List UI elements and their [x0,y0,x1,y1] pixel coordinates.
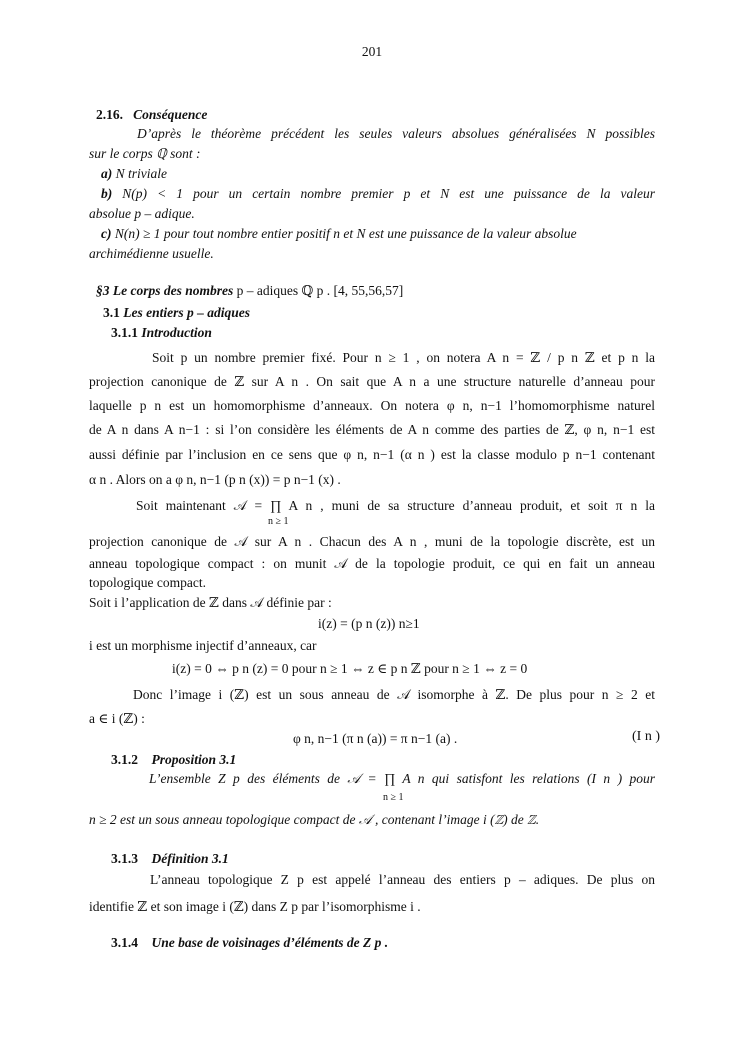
section-3-1-4-number: 3.1.4 [111,935,138,950]
intro-line-2: projection canonique de ℤ sur A n . On sait que A n a une structure naturelle d’anneau pour [89,374,655,389]
intro-line-3: laquelle p n est un homomorphisme d’anneaux. On notera φ n, n−1 l’homomorphisme naturel [89,398,655,413]
intro-line-13: Donc l’image i (ℤ) est un sous anneau de 𝒜 isomorphe à ℤ. De plus pour n ≥ 2 et [133,687,655,702]
section-3-1-3-title: Définition 3.1 [151,851,229,866]
item-c-label: c) [101,226,112,241]
item-b-text: N(p) < 1 pour un certain nombre premier p et N est une puissance de la valeur [112,186,655,201]
equation-injective: i(z) = 0 ⇔ p n (z) = 0 pour n ≥ 1 ⇔ z ∈ p n ℤ pour n ≥ 1 ⇔ z = 0 [172,661,528,676]
section-2-16-number: 2.16. [96,107,123,122]
section-2-16-title: Conséquence [133,107,208,122]
intro-line-1: Soit p un nombre premier fixé. Pour n ≥ 1 , on notera A n = ℤ / p n ℤ et p n la [152,350,655,365]
item-a-label: a) [101,166,113,181]
page-number: 201 [361,44,383,59]
intro-line-14: a ∈ i (ℤ) : [89,711,145,726]
intro-line-4: de A n dans A n−1 : si l’on considère les éléments de A n comme des parties de ℤ, φ n, n−1 est [89,422,655,437]
proposition-line-2: n ≥ 2 est un sous anneau topologique compact de 𝒜 , contenant l’image i (ℤ) de ℤ. [89,812,540,827]
section-3-1-1-title: Introduction [138,325,212,340]
section-2-16-line-2: sur le corps ℚ sont : [89,146,201,161]
section-3-title: §3 Le corps des nombres [96,283,234,298]
item-c-line-1 [101,226,655,242]
item-b-line-2: absolue p – adique. [89,206,195,221]
section-3-1-3-heading [111,851,677,867]
item-a [101,166,667,182]
item-b-label: b) [101,186,113,201]
equation-tag-In: (I n ) [632,729,660,744]
product-subscript: n ≥ 1 [268,516,289,527]
item-c-text: N(n) ≥ 1 pour tout nombre entier positif n et N est une puissance de la valeur absolue [111,226,577,241]
section-3-1-2-heading [111,752,677,768]
section-2-16-line-1: D’après le théorème précédent les seules valeurs absolues généralisées N possibles [137,126,655,141]
section-3-1-title: Les entiers p – adiques [119,305,250,320]
item-a-text: N triviale [112,166,167,181]
item-b-line-1 [101,186,655,202]
section-3-1-1-number: 3.1.1 [111,325,138,340]
section-3-1-1-heading [111,325,677,341]
intro-line-11: Soit i l’application de ℤ dans 𝒜 définie par : [89,595,332,610]
section-3-1-heading [103,305,669,321]
definition-line-2: identifie ℤ et son image i (ℤ) dans Z p par l’isomorphisme i . [89,899,421,914]
section-3-1-2-title: Proposition 3.1 [151,752,237,767]
section-3-rest: p – adiques ℚ p . [4, 55,56,57] [233,283,404,298]
intro-line-12: i est un morphisme injectif d’anneaux, car [89,638,317,653]
equation-phi-pi: φ n, n−1 (π n (a)) = π n−1 (a) . [293,731,458,746]
intro-line-7: Soit maintenant 𝒜 = ∏ A n , muni de sa structure d’anneau produit, et soit π n la [136,498,655,513]
intro-line-8: projection canonique de 𝒜 sur A n . Chacun des A n , muni de la topologie discrète, est un [89,534,655,549]
equation-i-of-z: i(z) = (p n (z)) n≥1 [318,616,420,631]
section-3-1-3-number: 3.1.3 [111,851,138,866]
section-3-1-2-number: 3.1.2 [111,752,138,767]
section-3-1-4-heading [111,935,677,951]
intro-line-9: anneau topologique compact : on munit 𝒜 de la topologie produit, ce qui en fait un anneau [89,556,655,571]
proposition-product-subscript: n ≥ 1 [383,792,404,803]
intro-line-6: α n . Alors on a φ n, n−1 (p n (x)) = p n−1 (x) . [89,472,341,487]
proposition-line-1: L’ensemble Z p des éléments de 𝒜 = ∏ A n qui satisfont les relations (I n ) pour [149,771,655,786]
section-2-16-heading [96,107,662,123]
section-3-heading [96,283,662,299]
item-c-line-2: archimédienne usuelle. [89,246,214,261]
section-3-1-number: 3.1 [103,305,120,320]
intro-line-10: topologique compact. [89,575,206,590]
intro-line-5: aussi définie par l’inclusion en ce sens que φ n, n−1 (α n ) est la classe modulo p n−1 contenant [89,447,655,462]
section-3-1-4-title: Une base de voisinages d’éléments de Z p . [151,935,389,950]
definition-line-1: L’anneau topologique Z p est appelé l’anneau des entiers p – adiques. De plus on [150,872,655,887]
